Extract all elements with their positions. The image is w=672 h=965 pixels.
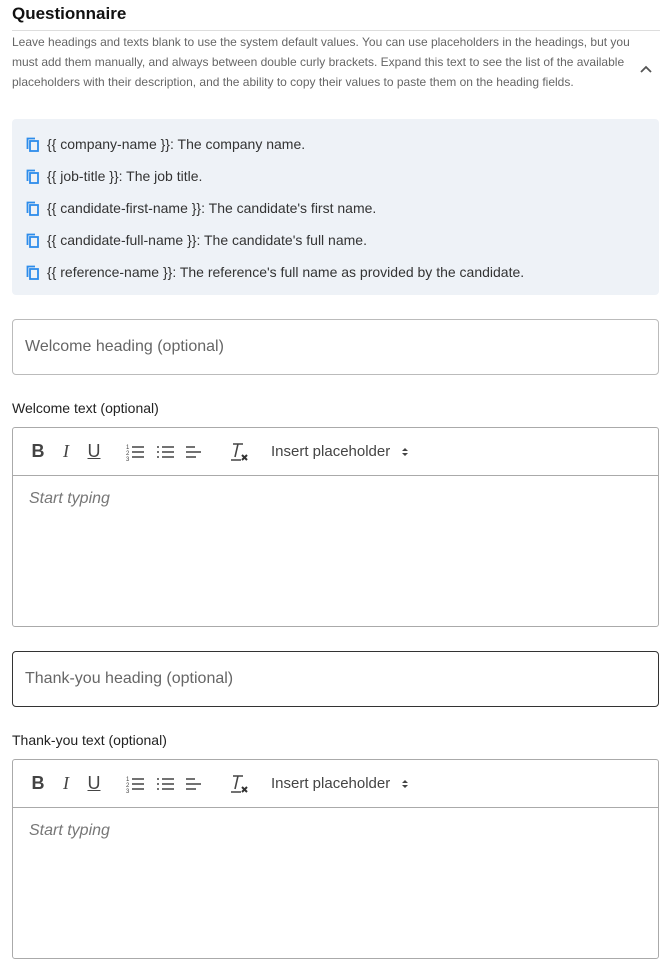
ordered-list-icon[interactable] [125, 440, 145, 464]
insert-placeholder-select[interactable] [271, 440, 412, 464]
placeholder-item [26, 199, 659, 231]
placeholder-desc: : The candidate's first name. [201, 200, 377, 216]
placeholder-item [26, 135, 659, 167]
ordered-list-icon[interactable] [125, 772, 145, 796]
placeholder-item [26, 263, 659, 295]
underline-button[interactable]: U [87, 441, 101, 461]
description-text[interactable]: Leave headings and texts blank to use the system default values. You can use placeholders in the headings, but you must add them manually, and always between double curly brackets. Expand this text to see the list of the available placeholders with their description, and the ability to copy their values to paste them on the heading fields. [12, 35, 630, 89]
welcome-heading-input[interactable]: Welcome heading (optional) [12, 319, 659, 375]
placeholder-item [26, 231, 659, 263]
welcome-text-body[interactable]: Start typing [29, 490, 110, 507]
insert-placeholder-label: Insert placeholder [271, 775, 391, 792]
svg-text:1: 1 [126, 776, 130, 783]
italic-button[interactable]: I [63, 441, 69, 461]
placeholder-desc: : The job title. [118, 168, 203, 184]
copy-icon[interactable] [26, 137, 40, 153]
insert-placeholder-select[interactable] [271, 772, 412, 796]
svg-text:3: 3 [126, 788, 130, 795]
placeholder-item [26, 167, 659, 199]
divider [12, 30, 660, 31]
placeholder-desc: : The candidate's full name. [196, 232, 367, 248]
sort-arrows-icon [398, 445, 412, 459]
clear-format-icon[interactable] [229, 772, 249, 796]
placeholder-key: {{ company-name }} [47, 136, 170, 152]
thankyou-text-body[interactable]: Start typing [29, 822, 110, 839]
copy-icon[interactable] [26, 169, 40, 185]
thankyou-text-editor[interactable] [12, 759, 659, 959]
welcome-text-label: Welcome text (optional) [12, 400, 159, 416]
section-title: Questionnaire [12, 4, 127, 23]
editor-toolbar [13, 428, 658, 476]
placeholder-desc: : The company name. [169, 136, 306, 152]
copy-icon[interactable] [26, 201, 40, 217]
bold-button[interactable]: B [31, 441, 45, 461]
align-icon[interactable] [185, 440, 203, 464]
bold-button[interactable]: B [31, 773, 45, 793]
copy-icon[interactable] [26, 265, 40, 281]
sort-arrows-icon [398, 777, 412, 791]
svg-text:1: 1 [126, 444, 130, 451]
align-icon[interactable] [185, 772, 203, 796]
underline-button[interactable]: U [87, 773, 101, 793]
placeholder-key: {{ candidate-full-name }} [47, 232, 197, 248]
italic-button[interactable]: I [63, 773, 69, 793]
placeholder-key: {{ candidate-first-name }} [47, 200, 202, 216]
placeholder-desc: : The reference's full name as provided by the candidate. [172, 264, 525, 280]
placeholder-key: {{ job-title }} [47, 168, 119, 184]
copy-icon[interactable] [26, 233, 40, 249]
svg-text:3: 3 [126, 456, 130, 463]
welcome-text-editor[interactable] [12, 427, 659, 627]
insert-placeholder-label: Insert placeholder [271, 443, 391, 460]
chevron-up-icon[interactable] [638, 62, 654, 78]
thankyou-text-label: Thank-you text (optional) [12, 732, 167, 748]
clear-format-icon[interactable] [229, 440, 249, 464]
placeholder-list [12, 119, 659, 295]
placeholder-key: {{ reference-name }} [47, 264, 173, 280]
thankyou-heading-input[interactable]: Thank-you heading (optional) [12, 651, 659, 707]
svg-text:2: 2 [126, 782, 130, 789]
bullet-list-icon[interactable] [155, 440, 175, 464]
svg-text:2: 2 [126, 450, 130, 457]
editor-toolbar [13, 760, 658, 808]
bullet-list-icon[interactable] [155, 772, 175, 796]
